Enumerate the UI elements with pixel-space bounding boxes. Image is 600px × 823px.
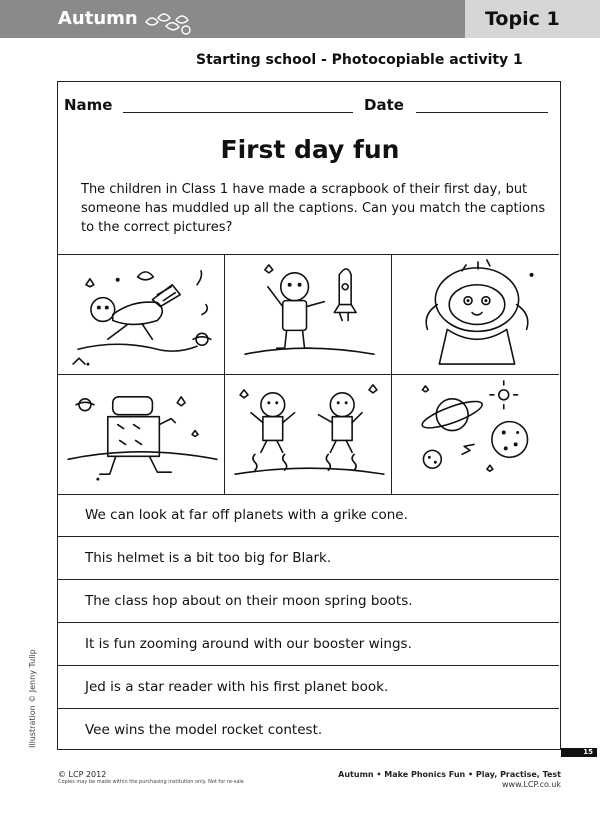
copy-notice: Copies may be made within the purchasing institution only. Not for re-sale [58,779,244,785]
caption-text: Vee wins the model rocket contest. [85,722,323,738]
picture-booster-wings [58,255,225,375]
leaves-icon [142,8,192,38]
caption-row[interactable] [58,623,559,666]
website-link[interactable]: www.LCP.co.uk [502,780,561,789]
picture-planets [392,375,559,495]
worksheet-title: First day fun [220,135,400,164]
illustration-credit: Illustration © Jenny Tulip [28,649,37,748]
picture-moon-boots [225,375,392,495]
picture-big-helmet [392,255,559,375]
caption-row[interactable] [58,494,559,537]
caption-text: We can look at far off planets with a grike cone. [85,507,408,523]
date-field[interactable] [416,112,548,113]
copyright: © LCP 2012 [58,770,107,779]
worksheet [57,81,561,750]
caption-row[interactable] [58,537,559,580]
series-title: Autumn • Make Phonics Fun • Play, Practise, Test [338,770,561,779]
instructions: The children in Class 1 have made a scrapbook of their first day, but someone has muddled up all the captions. Can you match the captions to the correct pictures? [81,182,546,235]
topic-label: Topic 1 [485,8,560,30]
header-bar [0,0,600,38]
caption-row[interactable] [58,709,559,752]
name-label: Name [64,96,113,114]
topic-box [465,0,600,38]
caption-text: This helmet is a bit too big for Blark. [85,550,332,566]
caption-text: It is fun zooming around with our booster wings. [85,636,412,652]
section-title: Autumn [58,8,138,29]
caption-row[interactable] [58,666,559,709]
caption-text: The class hop about on their moon spring boots. [85,593,413,609]
page-number: 15 [561,748,597,757]
picture-rocket-contest [225,255,392,375]
name-field[interactable] [123,112,353,113]
activity-subtitle: Starting school - Photocopiable activity 1 [196,52,523,68]
caption-text: Jed is a star reader with his first planet book. [85,679,389,695]
picture-grid [58,254,559,494]
caption-row[interactable] [58,580,559,623]
date-label: Date [364,96,404,114]
picture-star-reader [58,375,225,495]
